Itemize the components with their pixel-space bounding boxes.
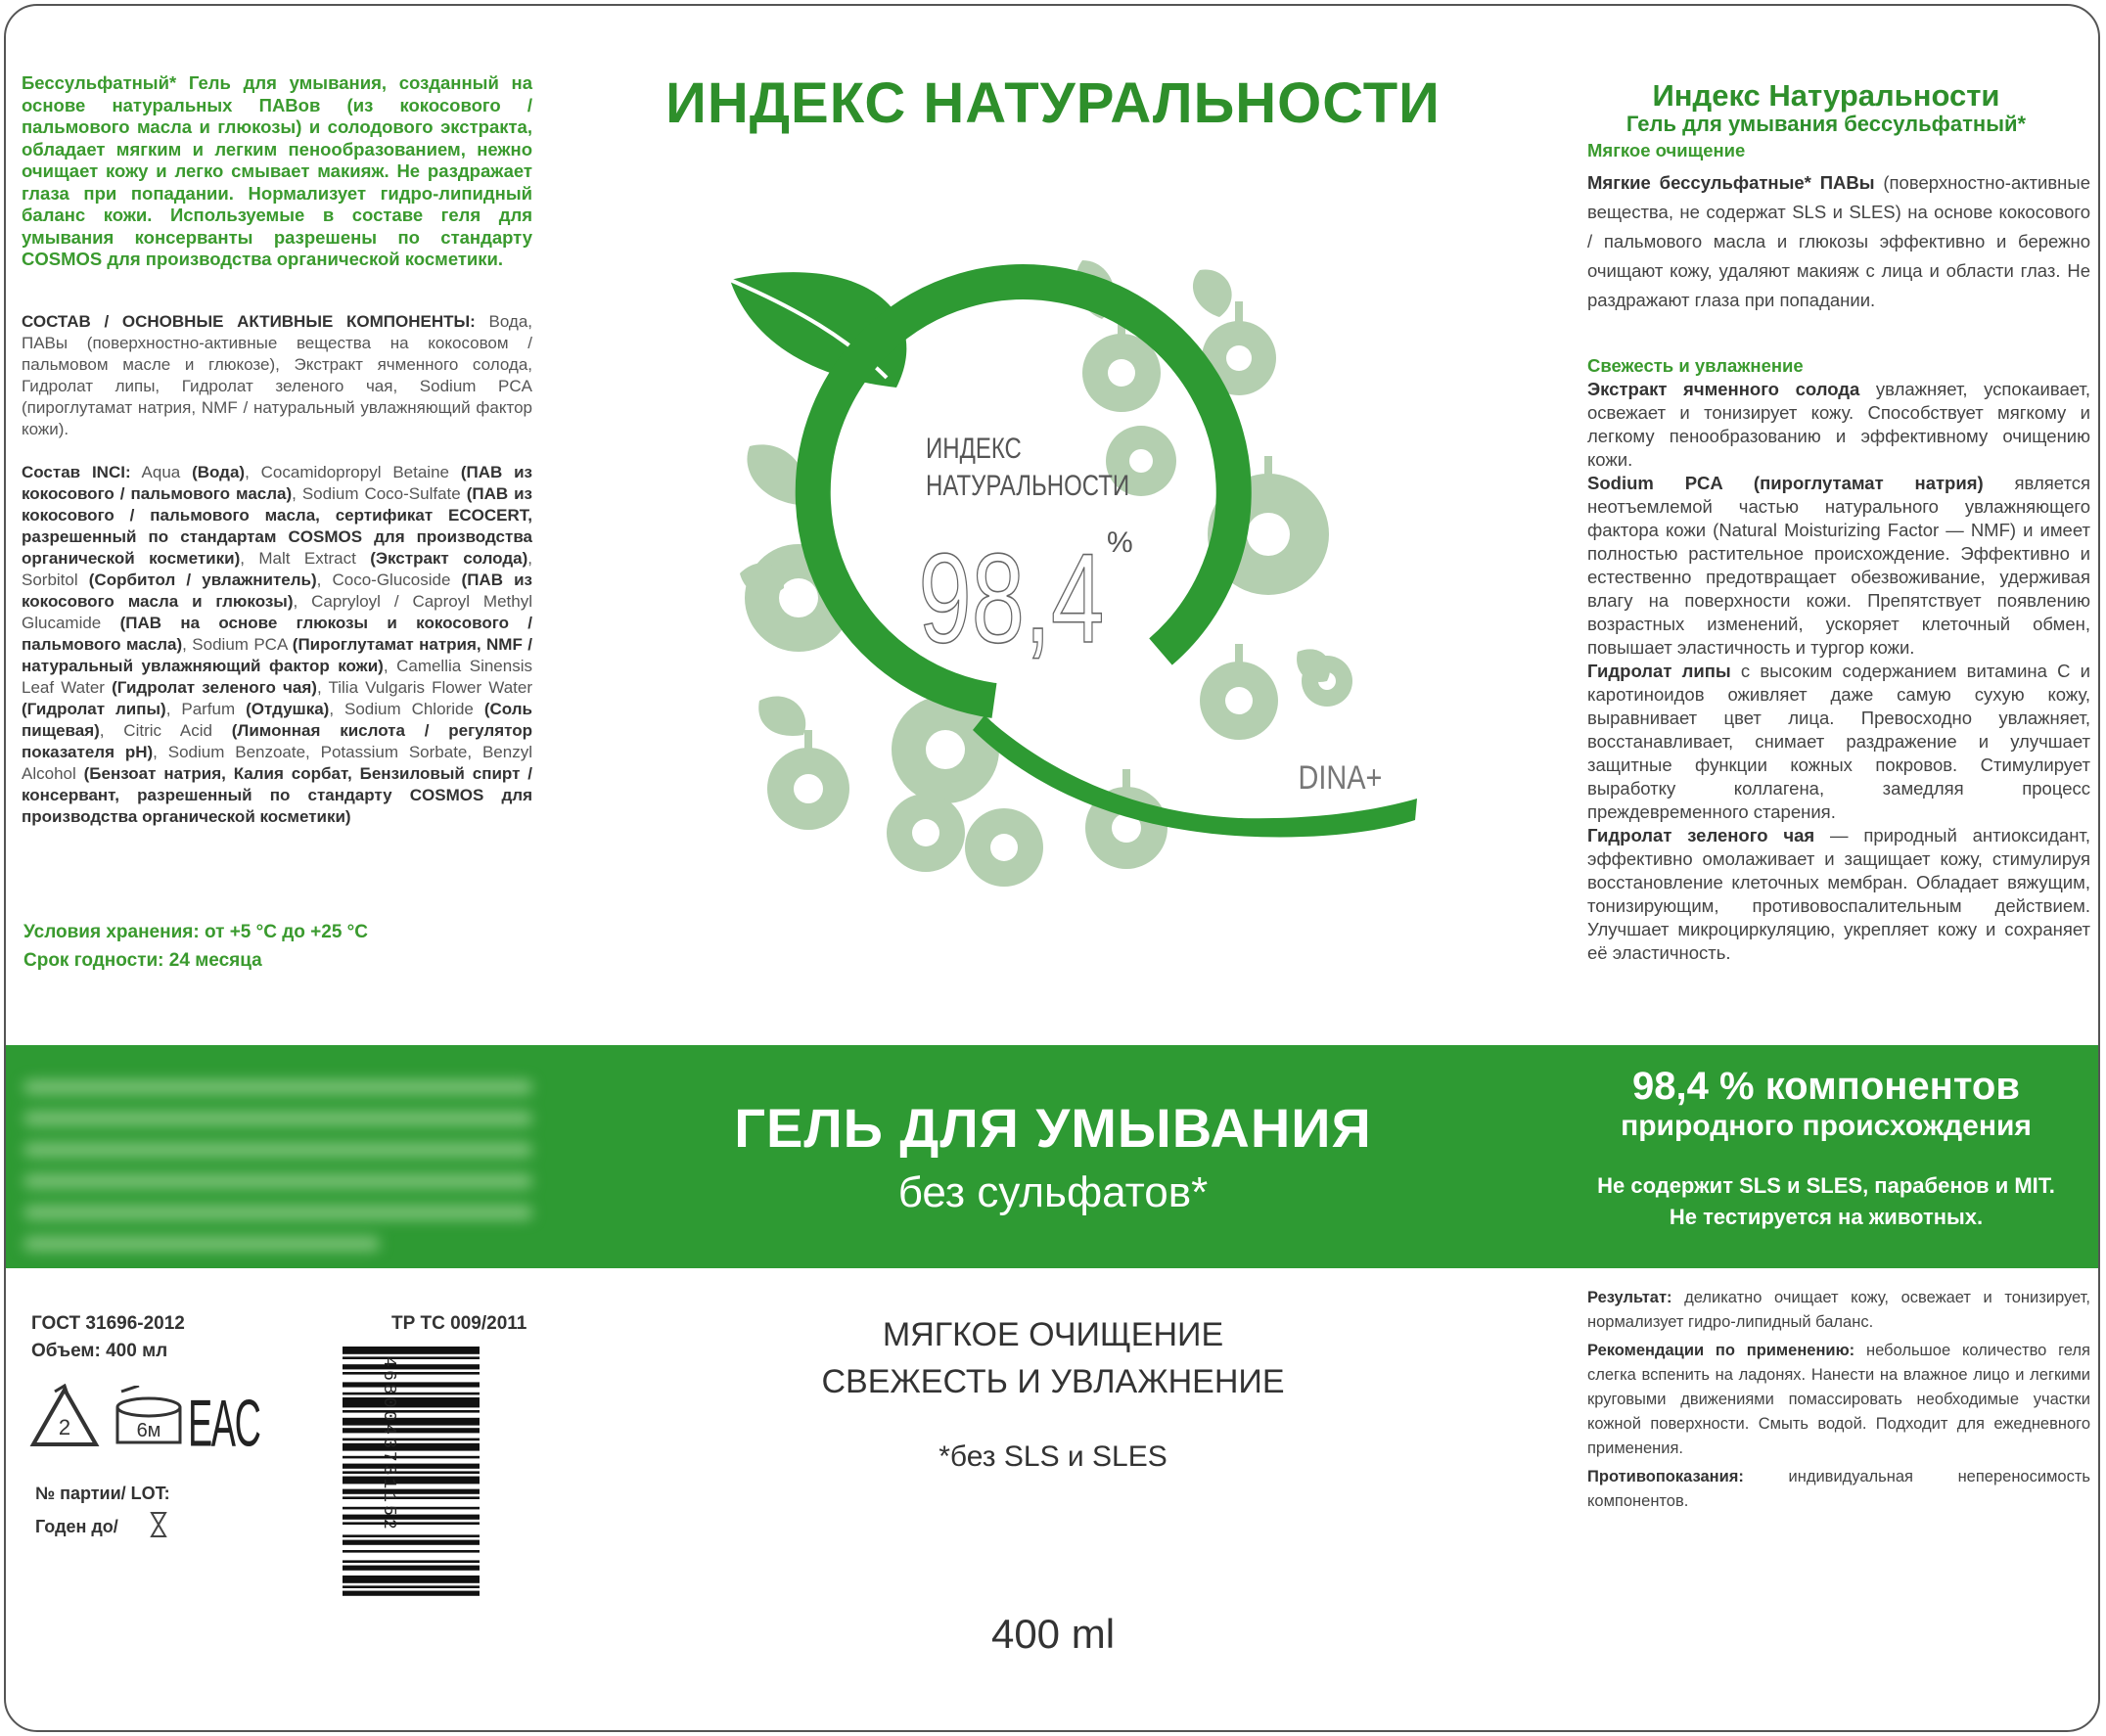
barcode-bar [343,1560,480,1563]
barcode-bar [343,1471,480,1474]
inci-segment: Aqua [130,463,193,481]
composition-label: СОСТАВ / ОСНОВНЫЕ АКТИВНЫЕ КОМПОНЕНТЫ: [22,312,476,331]
section-title-moisture: Свежесть и увлажнение [1587,355,1804,376]
barcode-bar [343,1550,480,1553]
inci-segment: , Sodium PCA [182,635,293,654]
eac-mark: EAC [188,1387,260,1461]
logo-value: 98,4 [918,527,1105,670]
sls-note: *без SLS и SLES [939,1440,1167,1473]
inci-segment: , Cocamidopropyl Betaine [245,463,461,481]
volume-ml: 400 ml [990,1611,1116,1657]
barcode-bar [343,1477,480,1485]
sec1-bold: Мягкие бессульфатные* ПАВы [1587,172,1875,193]
result-text: деликатно очищает кожу, освежает и тонизирует, нормализует гидро-липидный баланс. [1587,1289,2090,1331]
barcode-bar [343,1566,480,1571]
usage-info [1587,1286,2090,1514]
inci-text [22,462,532,828]
result-label: Результат: [1587,1289,1672,1306]
inci-segment: , Malt Extract [240,549,371,568]
recycle-icon [25,1384,104,1458]
inci-segment: (Бензоат натрия, Калия сорбат, Бензиловый спирт / консервант, разрешенный по стандарту COSMOS для производства органической косметики) [22,764,532,826]
product-subtitle: без сульфатов* [897,1168,1209,1216]
gost: ГОСТ 31696-2012 [31,1313,185,1334]
p3-bold: Гидролат липы [1587,661,1731,681]
barcode-bar [343,1347,480,1354]
inci-segment: (Отдушка) [246,700,330,718]
best-before-label: Годен до/ [35,1517,118,1536]
barcode-bar [343,1591,480,1596]
inci-segment: , Camellia Sinensis Leaf Water [22,657,532,697]
barcode-bar [343,1372,480,1375]
inci-segment: , Capryloyl / Caproyl Methyl Glucamide [22,592,532,632]
right-section-moisture [1587,354,2090,965]
barcode-bar [343,1496,480,1499]
p2-text: является неотъемлемой частью натурального увлажняющего фактора кожи (Natural Moisturizing Factor — NMF) и имеет полностью растительное происхождение. Эффективно и естественно предотвращает обезвоживание, удерживая влагу на поверхности кожи. Препятствует появлению возрастных изменений, ускоряет клеточный обмен, повышает эластичность и тургор кожи. [1587,473,2090,658]
barcode-number: 4680043731152 [379,1356,398,1532]
barcode-bar [343,1489,480,1494]
inci-segment: (Гидролат зеленого чая) [112,678,317,697]
right-section-cleansing [1587,139,2090,315]
contra-text: индивидуальная непереносимость компонентов. [1587,1468,2090,1510]
barcode-bar [343,1534,480,1537]
barcode-bar [343,1456,480,1459]
inci-segment: (ПАВ на основе глюкозы и кокосового / пальмового масла) [22,614,533,654]
inci-segment: (Сорбитол / увлажнитель) [88,571,317,589]
p1-text: увлажняет, успокаивает, освежает и тонизирует кожу. Способствует мягкому и легкому пенообразованию и эффективному очищению кожи. [1587,379,2090,470]
feature-moisture: СВЕЖЕСТЬ И УВЛАЖНЕНИЕ [821,1363,1285,1400]
free-from-line2: Не тестируется на животных. [1669,1205,1984,1229]
volume-ru: Объем: 400 мл [31,1341,168,1361]
section-title-cleansing: Мягкое очищение [1587,140,1746,160]
inci-segment: (ПАВ из кокосового / пальмового масла, сертификат ECOCERT, разрешенный по стандартам COSMOS для производства органической косметики) [22,484,532,568]
logo-percent: % [1107,526,1133,559]
leaf-light-5 [758,696,805,735]
barcode-bar [343,1410,480,1413]
inci-segment: (ПАВ из кокосового / пальмового масла) [22,463,532,503]
storage-block [23,918,532,975]
product-label [4,4,2100,1732]
logo-brand: DINA+ [1298,757,1383,797]
composition-value: Вода, ПАВы (поверхностно-активные вещества на кокосовом / пальмовом масле и глюкозе), Экстракт ячменного солода, Гидролат липы, Гидролат зеленого чая, Sodium PCA (пироглутамат натрия, NMF / натуральный увлажняющий фактор кожи). [22,312,532,438]
svg-text:2: 2 [58,1415,71,1439]
barcode-bar [343,1364,480,1369]
barcode-bar [343,1464,480,1469]
inci-segment: , Citric Acid [99,721,232,740]
leaf-light-6 [1297,649,1330,682]
sec1-text: (поверхностно-активные вещества, не содержат SLS и SLES) на основе кокосового / пальмового масла и глюкозы эффективно и бережно очищают кожу, удаляют макияж с лица и области глаз. Не раздражают глаза при попадании. [1587,172,2090,310]
lot-label: № партии/ LOT: [35,1484,170,1503]
inci-segment: (Экстракт солода) [370,549,528,568]
logo-line2: НАТУРАЛЬНОСТИ [926,468,1130,502]
barcode-bar [343,1522,480,1525]
barcode-bar [343,1515,480,1520]
inci-segment: (Гидролат липы) [22,700,166,718]
free-from [1552,1170,2100,1233]
feature-cleansing: МЯГКОЕ ОЧИЩЕНИЕ [882,1316,1224,1353]
storage-conditions: Условия хранения: от +5 °С до +25 °С [23,922,369,942]
inci-segment: , Tilia Vulgaris Flower Water [316,678,532,697]
p4-text: — природный антиоксидант, эффективно омолаживает и защищает кожу, стимулируя восстановление клеточных мембран. Обладает вяжущим, тонизирующим, противовоспалительным действием. Улучшает микроциркуляцию, укрепляет кожу и сохраняет её эластичность. [1587,825,2090,963]
p2-bold: Sodium PCA (пироглутамат натрия) [1587,473,1984,493]
inci-segment: , Sodium Chloride [329,700,484,718]
barcode [343,1347,538,1603]
barcode-bar [343,1585,480,1588]
free-from-line1: Не содержит SLS и SLES, парабенов и MIT. [1597,1173,2055,1198]
contra-label: Противопоказания: [1587,1468,1744,1485]
p4-bold: Гидролат зеленого чая [1587,825,1815,845]
barcode-bar [343,1382,480,1387]
inci-segment: , Sorbitol [22,549,532,589]
barcode-bar [343,1393,480,1395]
inci-segment: , Parfum [165,700,247,718]
right-heading: Индекс Натуральности [1652,78,2000,113]
svg-text:6м: 6м [136,1420,161,1441]
logo-line1: ИНДЕКС [926,431,1022,465]
inci-segment: (Лимонная кислота / регулятор показателя pH) [22,721,532,761]
blurred-manufacturer-info [23,1063,532,1249]
barcode-bar [343,1428,480,1433]
pao-icon [110,1386,188,1452]
inci-segment: (Пироглутамат натрия, NMF / натуральный увлажняющий фактор кожи) [22,635,532,675]
barcode-bar [343,1439,480,1441]
inci-segment: (Вода) [192,463,246,481]
hourglass-icon [149,1511,168,1538]
barcode-bar [343,1576,480,1583]
intro-text: Бессульфатный* Гель для умывания, созданный на основе натуральных ПАВов (из кокосового / пальмового масла и глюкозы) и солодового экстракта, обладает мягким и легким пенообразованием, нежно очищает кожу и легко смывает макияж. Не раздражает глаза при попадании. Нормализует гидро-липидный баланс кожи. Используемые в составе геля для умывания консерванты разрешены по стандарту COSMOS для производства органической косметики. [22,72,532,269]
p3-text: с высоким содержанием витамина С и каротиноидов оживляет даже самую сухую кожу, выравнивает цвет лица. Превосходно увлажняет, восстанавливает, снимает раздражение и улучшает защитные функции кожных покровов. Стимулирует выработку коллагена, замедляя процесс преждевременного старения. [1587,661,2091,822]
inci-segment: Состав INCI: [22,463,131,481]
natural-origin: природного происхождения [1621,1110,2032,1142]
inci-segment: (ПАВ из кокосового масла и глюкозы) [22,571,532,611]
inci-segment: (Соль пищевая) [22,700,532,740]
barcode-bar [343,1397,480,1407]
main-title: ИНДЕКС НАТУРАЛЬНОСТИ [665,71,1441,135]
inci-segment: , Sodium Coco-Sulfate [292,484,467,503]
leaf-light-2 [1193,270,1232,317]
naturalness-logo [691,241,1454,926]
inci-segment: , Coco-Glucoside [316,571,462,589]
recommendation-label: Рекомендации по применению: [1587,1342,1855,1359]
inci-segment: , Sodium Benzoate, Potassium Sorbate, Benzyl Alcohol [22,743,532,783]
recommendation-text: небольшое количество геля слегка вспенить на ладонях. Нанести на влажное лицо и легкими круговыми движениями помассировать необходимые участки кожной поверхности. Смыть водой. Подходит для ежедневного применения. [1587,1342,2090,1457]
features [613,1311,1493,1405]
product-name: ГЕЛЬ ДЛЯ УМЫВАНИЯ [734,1097,1372,1159]
barcode-bar [343,1356,480,1359]
composition-text [22,311,532,440]
barcode-bar [343,1443,480,1451]
barcode-bar [343,1507,480,1510]
barcode-bar [343,1540,480,1545]
tr-ts: ТР ТС 009/2011 [391,1313,527,1334]
p1-bold: Экстракт ячменного солода [1587,379,1860,399]
shelf-life: Срок годности: 24 месяца [23,950,262,971]
natural-percent: 98,4 % компонентов [1632,1065,2020,1108]
right-subheading: Гель для умывания бессульфатный* [1625,112,2027,136]
barcode-bar [343,1418,480,1426]
